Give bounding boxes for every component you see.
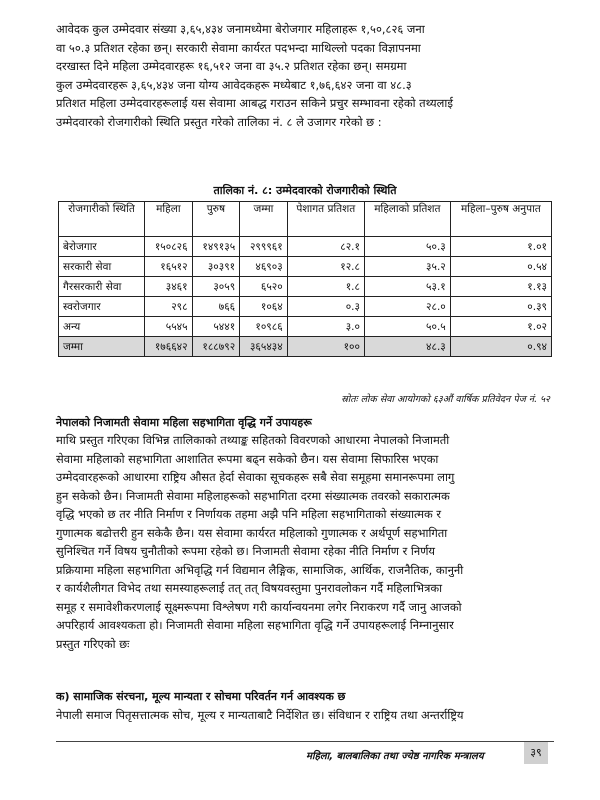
- text-line: प्रक्रियामा महिला सहभागिता अभिवृद्धि गर्न विद्यमान लैङ्गिक, सामाजिक, आर्थिक, राजनैतिक, कानुनी: [56, 562, 464, 577]
- table-cell: ४८.३: [364, 337, 450, 357]
- table-cell: ५५४५: [145, 317, 193, 337]
- table-caption: तालिका नं. ८: उम्मेदवारको रोजगारीको स्थिति: [213, 184, 397, 197]
- text-line: हुन सकेको छैन। निजामती सेवामा महिलाहरूको सहभागिता दरमा संख्यात्मक तवरको सकारात्मक: [56, 488, 450, 503]
- column-header: पेशागत प्रतिशत: [287, 202, 364, 237]
- table-cell: ३५.२: [364, 257, 450, 277]
- column-header: महिला–पुरुष अनुपात: [450, 202, 551, 237]
- column-header: पुरुष: [192, 202, 240, 237]
- table-cell: ०.३: [287, 297, 364, 317]
- table-cell: १६५१२: [145, 257, 193, 277]
- text-line: उम्मेदवारहरूको आधारमा राष्ट्रिय औसत हेर्दा सेवाका सूचकहरू सबै सेवा समूहमा समानरूपमा लागु: [56, 470, 455, 484]
- page-number: ३९: [524, 742, 548, 764]
- text-line: वृद्धि भएको छ तर नीति निर्माण र निर्णायक तहमा अझै पनि महिला सहभागिताको संख्यात्मक र: [56, 507, 442, 521]
- table-cell: १७६६४२: [145, 337, 193, 357]
- table-cell: ३०५९: [192, 277, 240, 297]
- table-row: [59, 257, 552, 277]
- column-header: महिलाको प्रतिशत: [364, 202, 450, 237]
- table-cell: २९९९६१: [240, 237, 288, 257]
- column-header: जम्मा: [240, 202, 288, 237]
- text-line: वा ५०.३ प्रतिशत रहेका छन्। सरकारी सेवामा कार्यरत पदभन्दा माथिल्लो पदका विज्ञापनमा: [56, 40, 421, 55]
- table-row: [59, 237, 552, 257]
- subsection-paragraph: [56, 706, 554, 725]
- table-cell: १.१३: [450, 277, 551, 297]
- table-source-note: स्रोतः लोक सेवा आयोगको ६३औं वार्षिक प्रतिवेदन पेज नं. ५२: [341, 394, 550, 405]
- row-label: बेरोजगार: [59, 237, 145, 257]
- row-label: सरकारी सेवा: [59, 257, 145, 277]
- text-line: अपरिहार्य आवश्यकता हो। निजामती सेवामा महिला सहभागिता वृद्धि गर्ने उपायहरूलाई निम्नानुसार: [56, 618, 454, 632]
- text-line: प्रस्तुत गरिएको छः: [56, 636, 130, 651]
- table-cell: ३४६१: [145, 277, 193, 297]
- table-cell: ३.०: [287, 317, 364, 337]
- table-cell: १८८७९२: [192, 337, 240, 357]
- table-cell: ६५२०: [240, 277, 288, 297]
- intro-paragraph: [56, 20, 554, 131]
- text-line: कुल उम्मेदवारहरू ३,६५,४३४ जना योग्य आवेदकहरू मध्येबाट १,७६,६४२ जना वा ४८.३: [56, 77, 412, 92]
- text-line: नेपाली समाज पितृसत्तात्मक सोच, मूल्य र मान्यताबाटै निर्देशित छ। संविधान र राष्ट्रिय तथा अन्तर्राष्ट्रिय: [56, 708, 464, 722]
- text-line: दरखास्त दिने महिला उम्मेदवारहरू १६,५१२ जना वा ३५.२ प्रतिशत रहेका छन्। समग्रमा: [56, 59, 407, 73]
- table-cell: १.०२: [450, 317, 551, 337]
- row-label: गैरसरकारी सेवा: [59, 277, 145, 297]
- table-cell: १.०१: [450, 237, 551, 257]
- table-cell: ०.९४: [450, 337, 551, 357]
- table-cell: १०६४: [240, 297, 288, 317]
- table-cell: ८२.१: [287, 237, 364, 257]
- column-header: महिला: [145, 202, 193, 237]
- table-cell: ४६९०३: [240, 257, 288, 277]
- text-line: समूह र समावेशीकरणलाई सूक्ष्मरूपमा विश्लेषण गरी कार्यान्वयनमा लगेर निराकरण गर्दै जानु आजको: [56, 599, 462, 614]
- table-cell: ५४४१: [192, 317, 240, 337]
- subsection-heading: क) सामाजिक संरचना, मूल्य मान्यता र सोचमा परिवर्तन गर्न आवश्यक छ: [56, 690, 346, 703]
- table-cell: ५३.१: [364, 277, 450, 297]
- text-line: प्रतिशत महिला उम्मेदवारहरूलाई यस सेवामा आबद्ध गराउन सकिने प्रचुर सम्भावना रहेको तथ्यलाई: [56, 96, 453, 110]
- column-header: रोजगारीको स्थिति: [59, 202, 145, 237]
- table-cell: १४९१३५: [192, 237, 240, 257]
- table-cell: १५०८२६: [145, 237, 193, 257]
- table-cell: २८.०: [364, 297, 450, 317]
- table-header-row: [59, 202, 552, 237]
- body-paragraph: [56, 431, 554, 653]
- table-cell: ५०.५: [364, 317, 450, 337]
- table-cell: ३६५४३४: [240, 337, 288, 357]
- table-cell: १०९८६: [240, 317, 288, 337]
- table-total-row: [59, 337, 552, 357]
- table-row: [59, 297, 552, 317]
- row-label: जम्मा: [59, 337, 145, 357]
- text-line: गुणात्मक बढोत्तरी हुन सकेकै छैन। यस सेवामा कार्यरत महिलाको गुणात्मक र अर्थपूर्ण सहभागिता: [56, 525, 448, 540]
- section-heading: नेपालको निजामती सेवामा महिला सहभागिता वृद्धि गर्ने उपायहरू: [56, 416, 312, 429]
- table-cell: १२.८: [287, 257, 364, 277]
- text-line: माथि प्रस्तुत गरिएका विभिन्न तालिकाको तथ्याङ्क सहितको विवरणको आधारमा नेपालको निजामती: [56, 433, 450, 447]
- table-cell: १००: [287, 337, 364, 357]
- table-cell: ७६६: [192, 297, 240, 317]
- employment-status-table: [58, 201, 552, 357]
- text-line: उम्मेदवारको रोजगारीको स्थिति प्रस्तुत गरेको तालिका नं. ८ ले उजागर गरेको छ :: [56, 114, 382, 129]
- row-label: स्वरोजगार: [59, 297, 145, 317]
- text-line: सेवामा महिलाको सहभागिता आशातित रूपमा बढ्न सकेको छैन। यस सेवामा सिफारिस भएका: [56, 451, 439, 466]
- text-line: र कार्यशैलीगत विभेद तथा समस्याहरूलाई तत् तत् विषयवस्तुमा पुनरावलोकन गर्दै महिलाभित्रका: [56, 581, 443, 595]
- text-line: आवेदक कुल उम्मेदवार संख्या ३,६५,४३४ जनामध्येमा बेरोजगार महिलाहरू १,५०,८२६ जना: [56, 22, 425, 36]
- table-cell: ०.५४: [450, 257, 551, 277]
- footer-divider: [56, 741, 554, 742]
- table-cell: १.८: [287, 277, 364, 297]
- text-line: सुनिश्चित गर्ने विषय चुनौतीको रूपमा रहेको छ। निजामती सेवामा रहेका नीति निर्माण र निर्णय: [56, 544, 436, 558]
- row-label: अन्य: [59, 317, 145, 337]
- footer-text: महिला, बालबालिका तथा ज्येष्ठ नागरिक मन्त्रालय: [306, 751, 484, 762]
- table-cell: २९८: [145, 297, 193, 317]
- table-cell: ५०.३: [364, 237, 450, 257]
- table-row: [59, 277, 552, 297]
- table-cell: ३०३९१: [192, 257, 240, 277]
- table-row: [59, 317, 552, 337]
- table-cell: ०.३९: [450, 297, 551, 317]
